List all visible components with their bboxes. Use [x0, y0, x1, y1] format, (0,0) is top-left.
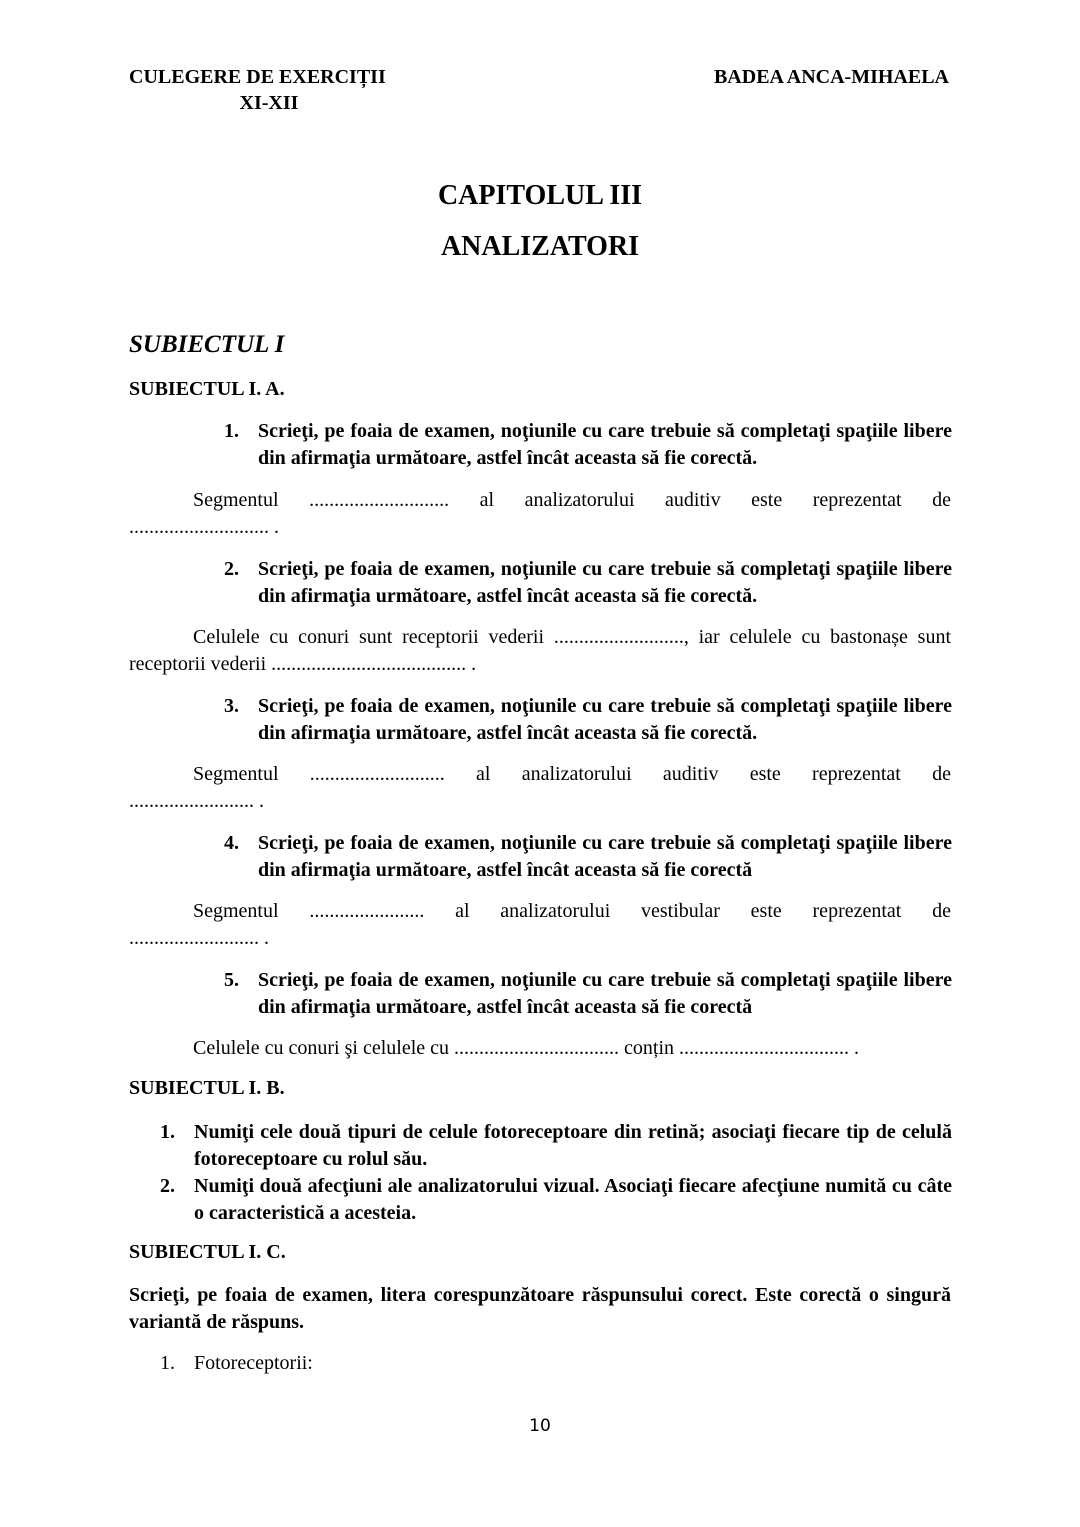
- question-text: Scrieţi, pe foaia de examen, noţiunile cu care trebuie să completaţi spaţiile libere din afirmaţia următoare, astfel încât aceasta să fie corectă.: [258, 558, 952, 607]
- book-grades: XI-XII: [239, 92, 299, 114]
- answer-5: [129, 1035, 951, 1062]
- answer-1: [129, 487, 951, 541]
- question-number: 1.: [224, 420, 239, 442]
- question-text: Scrieţi, pe foaia de examen, noţiunile cu care trebuie să completaţi spaţiile libere din afirmaţia următoare, astfel încât aceasta să fie corectă.: [258, 420, 952, 469]
- answer-4: [129, 898, 951, 952]
- subiect-b-item-1: [160, 1119, 952, 1173]
- answer-line: Segmentul ....................... al analizatorului vestibular este reprezentat de: [193, 900, 951, 922]
- item-text: Numiţi cele două tipuri de celule fotoreceptoare din retină; asociaţi fiecare tip de celulă fotoreceptoare cu rolul său.: [194, 1121, 952, 1170]
- subiect-c-item-1: [160, 1352, 313, 1375]
- question-number: 5.: [224, 969, 239, 991]
- book-title: CULEGERE DE EXERCIȚII: [129, 66, 386, 88]
- answer-line: ......................... .: [129, 790, 264, 812]
- subiect-c-title: SUBIECTUL I. C.: [129, 1241, 286, 1263]
- item-number: 1.: [160, 1352, 175, 1374]
- question-1: [224, 418, 952, 472]
- question-4: [224, 830, 952, 884]
- answer-line: .......................... .: [129, 927, 269, 949]
- item-text: Numiţi două afecţiuni ale analizatorului vizual. Asociaţi fiecare afecţiune numită cu câte o caracteristică a acesteia.: [194, 1175, 952, 1224]
- book-title-header: [129, 64, 409, 116]
- answer-line: Segmentul ........................... al analizatorului auditiv este reprezentat de: [193, 763, 951, 785]
- chapter-number: CAPITOLUL III: [437, 180, 643, 211]
- subiect-a-title: SUBIECTUL I. A.: [129, 378, 285, 400]
- subiect-b-item-2: [160, 1173, 952, 1227]
- answer-line: ............................ .: [129, 516, 279, 538]
- answer-line: Celulele cu conuri sunt receptorii vederii .........................., iar celulele cu bastonașe sunt: [193, 626, 951, 648]
- section-title: SUBIECTUL I: [129, 331, 285, 358]
- chapter-title: ANALIZATORI: [440, 231, 640, 262]
- question-text: Scrieţi, pe foaia de examen, noţiunile cu care trebuie să completaţi spaţiile libere din afirmaţia următoare, astfel încât aceasta să fie corectă: [258, 832, 952, 881]
- subiect-b-title: SUBIECTUL I. B.: [129, 1077, 285, 1099]
- answer-line: Segmentul ............................ al analizatorului auditiv este reprezentat de: [193, 489, 951, 511]
- answer-line: Celulele cu conuri şi celulele cu ................................. conțin .................................. .: [193, 1037, 859, 1059]
- answer-3: [129, 761, 951, 815]
- question-number: 2.: [224, 558, 239, 580]
- answer-line: receptorii vederii ....................................... .: [129, 653, 477, 675]
- question-3: [224, 693, 952, 747]
- page-number: 10: [529, 1416, 551, 1436]
- author-name: BADEA ANCA-MIHAELA: [713, 66, 949, 88]
- question-text: Scrieţi, pe foaia de examen, noţiunile cu care trebuie să completaţi spaţiile libere din afirmaţia următoare, astfel încât aceasta să fie corectă: [258, 969, 952, 1018]
- item-text: Fotoreceptorii:: [194, 1352, 313, 1374]
- question-number: 3.: [224, 695, 239, 717]
- question-2: [224, 556, 952, 610]
- answer-2: [129, 624, 951, 678]
- item-number: 1.: [160, 1121, 175, 1143]
- question-number: 4.: [224, 832, 239, 854]
- question-text: Scrieţi, pe foaia de examen, noţiunile cu care trebuie să completaţi spaţiile libere din afirmaţia următoare, astfel încât aceasta să fie corectă.: [258, 695, 952, 744]
- subiect-c-instruction: Scrieţi, pe foaia de examen, litera corespunzătoare răspunsului corect. Este corectă o singură variantă de răspuns.: [129, 1284, 951, 1333]
- question-5: [224, 967, 952, 1021]
- item-number: 2.: [160, 1175, 175, 1197]
